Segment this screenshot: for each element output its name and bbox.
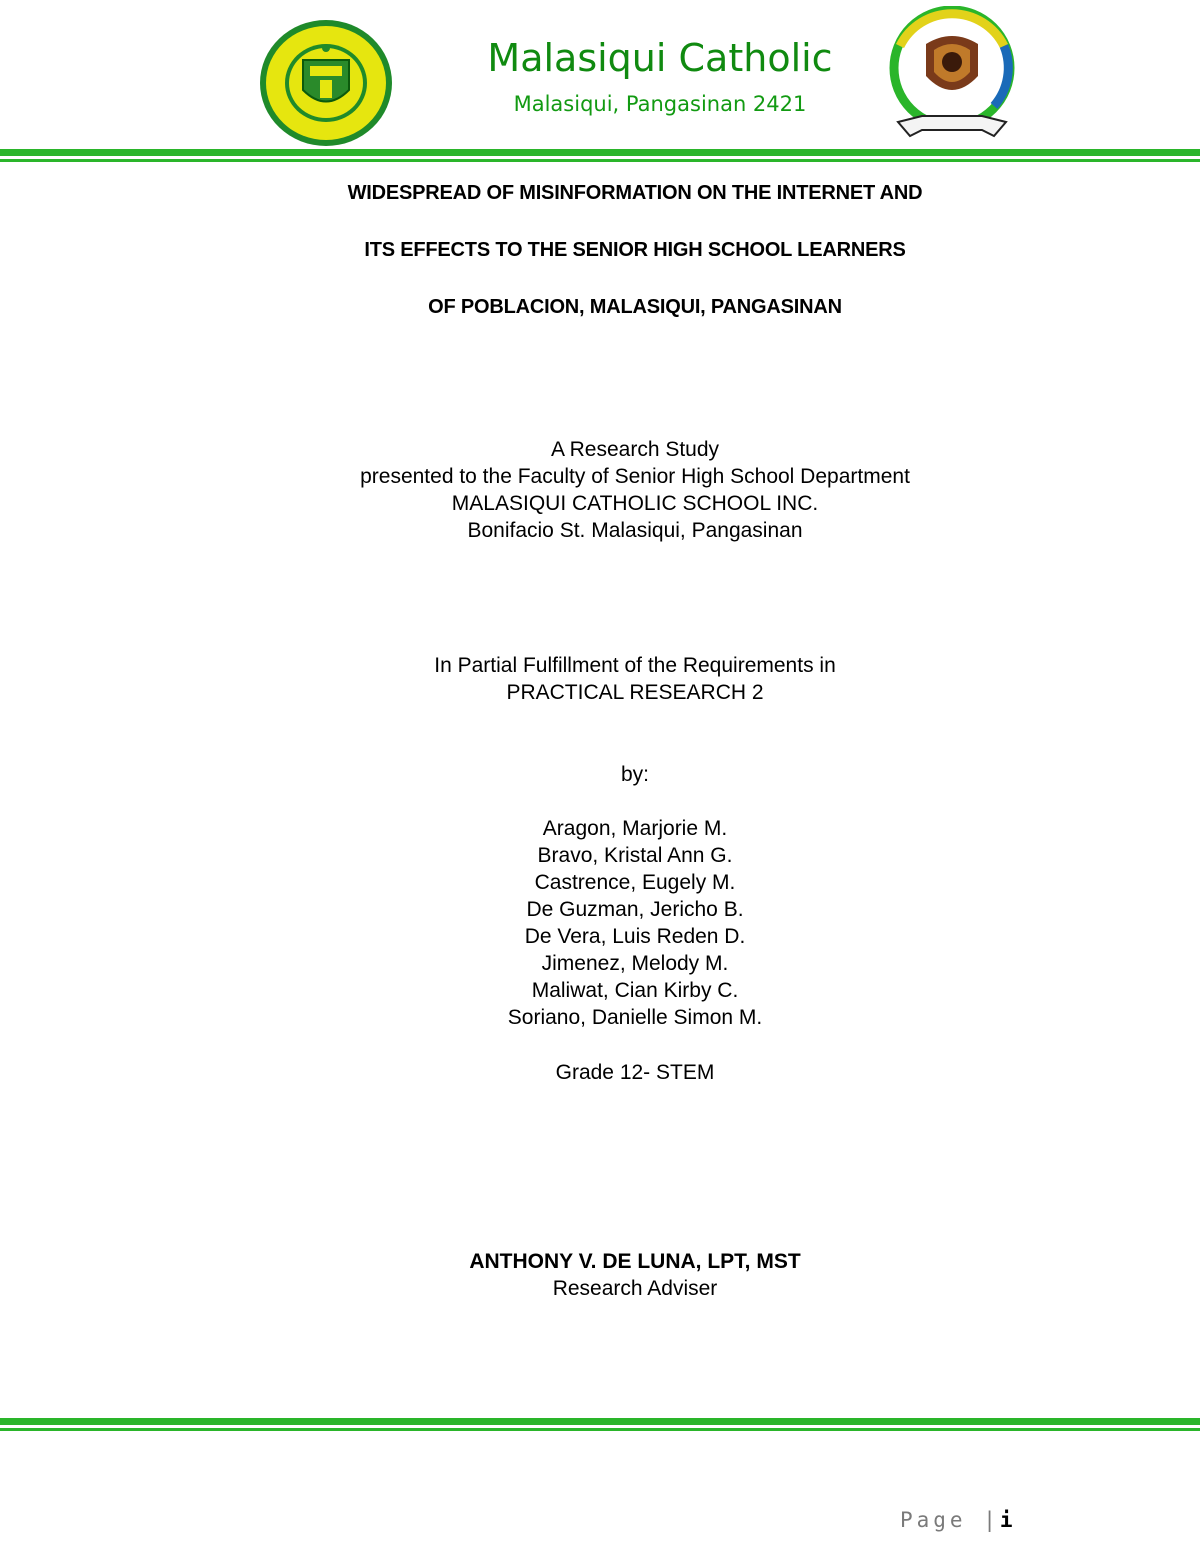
by-label: by: bbox=[620, 763, 649, 786]
study-type: A Research Study bbox=[550, 438, 720, 461]
adviser-name: ANTHONY V. DE LUNA, LPT, MST bbox=[469, 1250, 801, 1273]
author-item: De Vera, Luis Reden D. bbox=[524, 925, 746, 948]
institution-name: MALASIQUI CATHOLIC SCHOOL INC. bbox=[451, 492, 819, 515]
author-item: De Guzman, Jericho B. bbox=[526, 898, 744, 921]
fulfillment-block bbox=[0, 652, 1200, 706]
grade-block bbox=[0, 1059, 1200, 1086]
school-name: Malasiqui Catholic bbox=[487, 36, 833, 80]
title-line-1: WIDESPREAD OF MISINFORMATION ON THE INTERNET AND bbox=[347, 182, 923, 204]
title-line-3: OF POBLACION, MALASIQUI, PANGASINAN bbox=[428, 296, 842, 318]
authors-list bbox=[0, 815, 1200, 1031]
school-seal-logo bbox=[258, 18, 394, 148]
institution-address: Bonifacio St. Malasiqui, Pangasinan bbox=[467, 519, 803, 542]
course-name: PRACTICAL RESEARCH 2 bbox=[506, 681, 764, 704]
adviser-block bbox=[0, 1248, 1200, 1302]
author-item: Soriano, Danielle Simon M. bbox=[507, 1006, 763, 1029]
study-block bbox=[0, 436, 1200, 544]
presented-to: presented to the Faculty of Senior High School Department bbox=[360, 465, 910, 488]
author-item: Maliwat, Cian Kirby C. bbox=[531, 979, 739, 1002]
header-divider bbox=[0, 149, 1200, 162]
author-item: Aragon, Marjorie M. bbox=[542, 817, 728, 840]
page-number: i bbox=[999, 1508, 1013, 1532]
school-address: Malasiqui, Pangasinan 2421 bbox=[513, 92, 807, 116]
page-label: Page | bbox=[900, 1508, 1000, 1532]
author-item: Jimenez, Melody M. bbox=[541, 952, 729, 975]
adviser-role: Research Adviser bbox=[552, 1277, 718, 1300]
page-number-footer bbox=[900, 1508, 1040, 1532]
title-line-2: ITS EFFECTS TO THE SENIOR HIGH SCHOOL LEARNERS bbox=[364, 239, 906, 261]
discipleship-emblem-logo bbox=[884, 6, 1020, 144]
by-label-block bbox=[0, 761, 1200, 788]
fulfillment-text: In Partial Fulfillment of the Requirements in bbox=[434, 654, 836, 677]
footer-divider bbox=[0, 1418, 1200, 1431]
author-item: Castrence, Eugely M. bbox=[534, 871, 736, 894]
grade-level: Grade 12- STEM bbox=[555, 1061, 715, 1084]
author-item: Bravo, Kristal Ann G. bbox=[537, 844, 733, 867]
